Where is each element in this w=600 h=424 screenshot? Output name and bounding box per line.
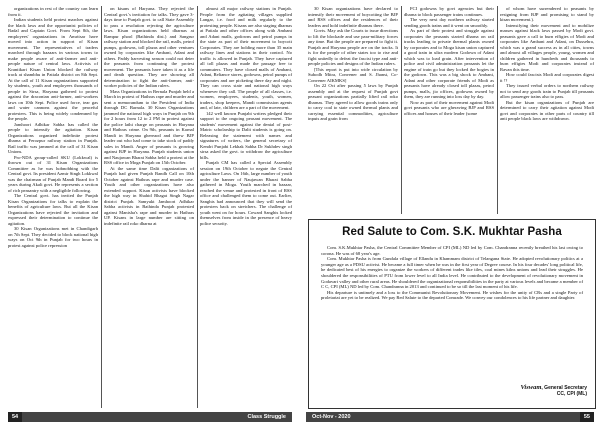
article-column-1: [8, 6, 98, 248]
column-rule: [401, 6, 402, 214]
publication-name: Class Struggle: [247, 414, 286, 420]
article-paragraph: But the kisan organizations of Punjab are determined to carry their agitation against Modi govt and corporates in other parts of country till anti people black laws are withdrawn.: [500, 99, 594, 121]
column-rule: [197, 6, 198, 408]
column-rule: [497, 6, 498, 214]
article-paragraph: organizations in rest of the country can learn from it.: [8, 6, 98, 17]
tribute-paragraph: Com. Mukhtar Pasha is from Gundala village of Ellandu in Khammam district of Telangana State. He adopted revolutionary politics at a younger age as a PDSU activist. He became a full timer when he was in the first year of Degree course. In his four decades' long political life, he dedicated best of his energies to organize the workers of different trades like tiles, coal mines kilns unions and lead their struggles. He shouldered the responsibilities of PTU from lower level to all India level. He contributed to the development of revolutionary movement in Godavari valley and other rural areas. He shouldered the organizational responsibilities in the party at various levels and became a member of C C, CPI (ML) ND led by Com. Chandranna in 2013 and continued to be so till the last moment of his life.: [321, 256, 583, 290]
article-column-3: [200, 6, 292, 226]
article-paragraph: The very next day northern railway started sending goods trains and it went on smoothly.: [404, 17, 494, 28]
article-paragraph: Intensifying their movement and to mobilize masses against black laws passed by Modi govt. peasants gave a call to burn effigies of Modi and corporates like Ambani and Adani, on Dussehra, which was a grand success as in all cities, towns and almost all villages people, young, women and children gathered in hundreds and thousands to burn effigies Modi and corporates instead of Ravan this time.: [500, 22, 594, 72]
article-paragraph: [This report is put into wide circulation by Subodh Mitra, Convener and S. Jhansi, Co-Convener AIKMKS]: [308, 66, 398, 83]
signature-org: CC, CPI (ML): [556, 391, 587, 398]
issue-date: Oct-Nov - 2020: [312, 414, 351, 420]
article-column-2: [104, 6, 194, 226]
article-column-5: [404, 6, 494, 116]
page-number-right: 55: [580, 412, 594, 422]
article-column-6: [500, 6, 594, 122]
article-paragraph: They issued verbal orders to northern railway not to send any goods train to Punjab till peasants allow passenger trains also to pass.: [500, 83, 594, 99]
tribute-paragraph: His departure is untimely and a loss to the Communist Revolutionary Movement. He wishes for the unity of CRs and a single Party of proletariat are yet to be realized. We pay Red Salute to the departed Comrade. We convey our condolences to his life partner and daughter.: [321, 289, 583, 301]
column-rule: [101, 6, 102, 408]
article-paragraph: Mass Organizations in Bernala Punjab held a March in protest of Hathras rape and murder and sent a memorandum to the President of India through DC Barnala. 30 Kisan Organizations jammed the national high ways in Punjab on 9th for 2 hours from 12 to 2 PM in protest against the police lathi charge on peasants in Haryana and Hathras crime. On 9th, peasants in Karnal Mandi in Haryana ghereaod and threw BJP leader out who had come to take stock of paddy sales in Mandi. Anger of peasants is growing against BJP in Haryana. Punjab students union and Naujawan Bharat Sabha held a protest at the RSS office in Moga Punjab on 15th October.: [104, 88, 194, 165]
signature-role: , General Secretary: [541, 385, 587, 391]
article-paragraph: Punjab CM has called a Special Assembly session on 19th October to negate the Central agriculture Laws. On 16th, large number of youth under the banner of Naujawan Bharat Sabha gathered in Moga. Youth marched in bazaar, reached the venue and protested in front of RSS office and challenged them to come out. Earlier, Sanghis had announced that they will send the protesters back on stretchers. The challenge of youth went on for hours. Coward Sanghis locked themselves from inside in the presence of heavy police security.: [200, 160, 292, 226]
tribute-box: [308, 219, 596, 409]
article-paragraph: At the same time Dalit organizations of Punjab had given Punjab Bandh Call on 10th October against Hathras rape and murder case. Youth and other organizations have also extended support. Kisan activists have blocked the high way in Shahid Bhagat Singh Nagar district Punjab. Samyukt Jamhoori Adhikar Sabha activists in Bathinda Punjab protested against Manisha's rape and murder in Hathras UP. Kisans in large number are sitting on indefinite rail roko dharna at: [104, 165, 194, 226]
signature-name: Viswam: [520, 384, 542, 391]
signature-block: [520, 385, 587, 397]
article-paragraph: As part of their protest and struggle against corporates the peasants started dharna on rail tracks leading to private thermal plants owned by corporates and to Moga kisan union captured a good train in ultra modern Godown of Adani which was to load grain. After intervention of police and civil administration peasants let the engine of train go but they locked the bogies in the godown. This was a big shock to Ambani, Adani and other corporate friends of Modi as peasants have already closed toll plazas, petrol pumps, malls, jio offices, godowns owned by them, they are running into loss day by day.: [404, 28, 494, 99]
article-paragraph: 142 well known Punjabi writers pledged their support to the ongoing peasant movement. The students' movement against the denial of post-Matric scholarship to Dalit students is going on. Releasing the statement with names and signatures of writers, the general secretary of Kendri Punjabi Lekhak Sabha Dr Sukhdev singh sirsa asked the govt. to withdraw the agriculture bills.: [200, 110, 292, 160]
tribute-paragraph: Com. S.K.Mukhtar Pasha, the Central Committee Member of CPI (ML) ND led by Com. Chandranna recently breathed his last owing to corona. He was of 68 year's age.: [321, 245, 583, 256]
article-paragraph: On 22 Oct after passing 5 laws by Punjab assembly and at the request of Punjab govt peasant organizations partially lifted rail roko dharnas. They agreed to allow goods trains only to carry coal to state owned thermal plants and carrying essential commodities, agriculture inputs and grain from: [308, 83, 398, 121]
article-paragraph: How could fascists Modi and corporates digest it !?: [500, 72, 594, 83]
article-paragraph: on kisans of Haryana. They rejected the Central govt.'s invitation for talks. They gave 3-days time to Punjab govt. to call State Assembly to pass a resolution rejecting the agriculture laws. Kisan organizations held dharnas at Rampur phool (Bathinda dist.) and Sangrur railway station and blocked the rail, malls, petrol pumps, godowns, toll plazas and other ventures owned by corporates like Ambani, Adani and others. Paddy harvesting season could not deter the peasants from continuing the protest movement. The peasants have taken it as a life and death question. They are showing all determination to fight the anti-farmer, anti-worker policies of the Indian rulers.: [104, 6, 194, 88]
article-paragraph: of whom have surrendered to peasants by resigning from BJP and promising to stand by kisan movement.).: [500, 6, 594, 22]
article-paragraph: 30 Kisan organizations have declared to intensify their movement of boycotting the BJP and RSS offices and the residences of their leaders and hold indefinite dharnas there.: [308, 6, 398, 28]
article-paragraph: FCI godowns by govt agencies but their dharna to block passenger trains continues.: [404, 6, 494, 17]
article-paragraph: Indian students held protest marches against the black laws and the opportunist policies of Badal and Captain Govt. From Sept 8th, the employees' organizations in Amritsar have moved into action in support of Kisan movement. The representatives of traders marched through bazaars in various towns to make people aware of anti-farmer and anti-people nature of central laws. Activists of Krantikari Kisan Union blocked the railway track at shambhu in Patiala district on 8th Sept. At the call of 11 Kisan organizations supported by students, youth and employees thousands of people in Sirsa, Haryana gathered to protest against the draconian anti-farmer, anti-workers laws on 10th Sept. Police used force, tear gas and water cannons against the peaceful protesters. This is being widely condemned by the people.: [8, 17, 98, 121]
article-paragraph: 30 Kisan Organizations met in Chandigarh on 7th Sept. They decided to block national high ways on Oct 9th in Punjab for two hours in protest against police repression: [8, 226, 98, 248]
article-paragraph: Govts. May ask the Courts to issue directions to lift the blockade and use para-military forces any time. But the people are prepared to fight it. Punjab and Haryana people are on the tracks. It is for the people of other states too to rise and fight unitedly to defeat the fascist type and anti-people policies and designs of the Indian rulers.: [308, 28, 398, 66]
article-column-4: [308, 6, 398, 122]
page-number-left: 54: [8, 412, 22, 422]
article-paragraph: almost all major railway stations in Punjab. People from the agitating villages supplied Langar, i.e. food and milk regularly to the protesting people. Kisans are also staging dharnas at Patiala and other offices along with Ambani and Adani malls, godowns and petrol pumps in the state as part of their movement to boycott Corporates. They are holding more than 35 main railway lines and stations in their control. No traffic is allowed in Punjab. They have captured all toll plazas and made the passage free to commuters. They have closed malls of Ambani, Adani, Reliance stores, godowns, petrol pumps of corporates and are picketing there day and night. They can cross state and national high ways whenever they call. The people of all classes, i.e. women, employees, students, youth, women, traders, shop keepers, Mandi commission agents and, of late, children are a part of the movement.: [200, 6, 292, 110]
tribute-title: Red Salute to Com. S.K. Mukhtar Pasha: [342, 226, 562, 238]
article-paragraph: Now as part of their movement against Modi govt peasants who are gheraving BJP and RSS offices and houses of their leader (some: [404, 99, 494, 116]
article-paragraph: Jamhoori Adhikar Sabha has called the people to intensify the agitation. Kisan Organizations organized indefinite protest dharna at Ferozpur railway station in Punjab. Rail traffic was jammed at the call of 31 Kisan Unions.: [8, 121, 98, 154]
footer-right: [306, 412, 594, 422]
tribute-text: [321, 245, 583, 301]
footer-left: [8, 412, 292, 422]
article-paragraph: The Central govt. has invited the Punjab Kisan Organizations for talks to explain the benefits of agriculture laws. But all the Kisan Organizations have rejected the invitation and expressed their determination to continue the agitation.: [8, 193, 98, 226]
article-paragraph: Pro-NDA group-called SKU (Lokkwal) is thrown out of 31 Kisan Organizations Committee as he was hobnobbing with the Central govt. Its president Azmir Singh Lokkwal was the chairman of Punjab Mandi Board for 5 years during Akali govt. He represents a section of rich peasantry with a negligible following.: [8, 154, 98, 193]
